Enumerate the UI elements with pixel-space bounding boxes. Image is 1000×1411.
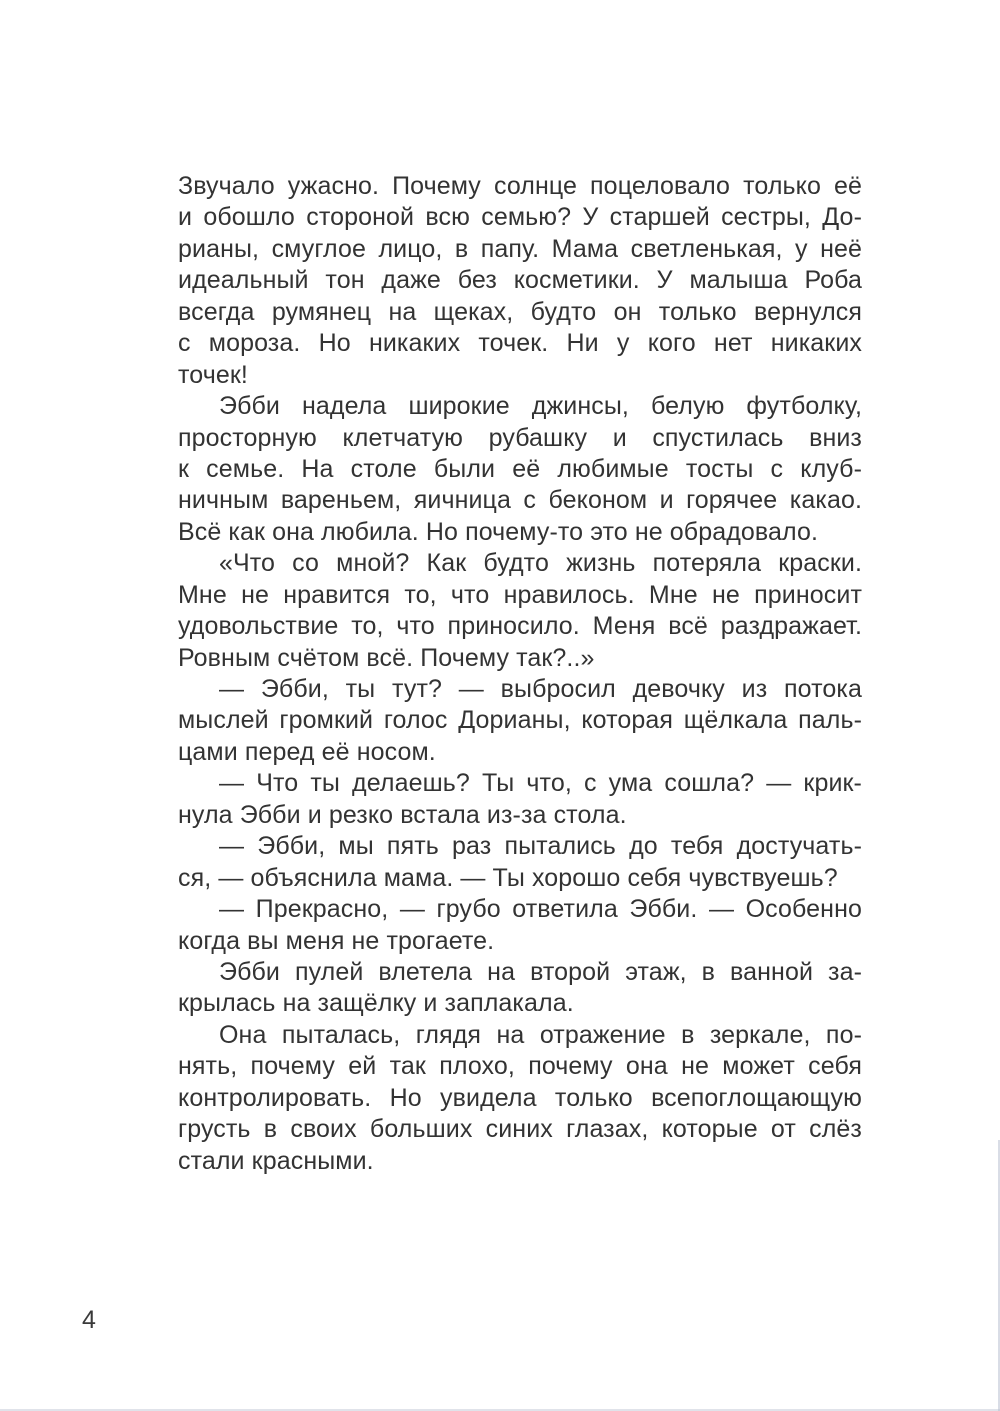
- text-line: Ровным счётом всё. Почему так?..»: [178, 643, 595, 672]
- paragraph: [178, 548, 862, 674]
- text-line: грусть в своих больших синих глазах, которые от слёз: [178, 1115, 862, 1144]
- text-line: просторную клетчатую рубашку и спустилась вниз: [178, 423, 862, 452]
- text-line: и обошло стороной всю семью? У старшей сестры, До-: [178, 203, 862, 232]
- paragraph: [178, 894, 862, 957]
- text-line: нула Эбби и резко встала из-за стола.: [178, 800, 627, 829]
- paragraph: [178, 674, 862, 768]
- text-line: контролировать. Но увидела только всепоглощающую: [178, 1083, 862, 1112]
- paragraph: [178, 768, 862, 831]
- text-line: идеальный тон даже без косметики. У малыша Роба: [178, 266, 862, 295]
- paragraph: [178, 831, 862, 894]
- page-number: 4: [82, 1306, 96, 1334]
- text-line: Звучало ужасно. Почему солнце поцеловало только её: [178, 172, 862, 200]
- paragraph: [178, 171, 862, 391]
- text-line: удовольствие то, что приносило. Меня всё раздражает.: [178, 612, 862, 641]
- text-line: цами перед её носом.: [178, 737, 436, 766]
- text-line: всегда румянец на щеках, будто он только вернулся: [178, 297, 862, 326]
- text-line: «Что со мной? Как будто жизнь потеряла краски.: [219, 549, 862, 578]
- text-line: ся, — объяснила мама. — Ты хорошо себя чувствуешь?: [178, 863, 838, 892]
- text-line: нять, почему ей так плохо, почему она не может себя: [178, 1052, 862, 1081]
- text-line: крылась на защёлку и заплакала.: [178, 989, 574, 1018]
- text-line: ничным вареньем, яичница с беконом и горячее какао.: [178, 486, 862, 515]
- text-line: рианы, смуглое лицо, в папу. Мама светленькая, у неё: [178, 234, 862, 263]
- text-line: точек!: [178, 360, 248, 389]
- text-line: с мороза. Но никаких точек. Ни у кого нет никаких: [178, 329, 862, 358]
- text-line: Она пыталась, глядя на отражение в зеркале, по-: [219, 1020, 862, 1049]
- text-line: Эбби пулей влетела на второй этаж, в ванной за-: [219, 957, 862, 986]
- text-line: стали красными.: [178, 1146, 374, 1175]
- text-line: Всё как она любила. Но почему-то это не обрадовало.: [178, 517, 819, 546]
- text-line: — Что ты делаешь? Ты что, с ума сошла? — крик-: [219, 769, 862, 798]
- paragraph: [178, 391, 862, 548]
- text-line: — Прекрасно, — грубо ответила Эбби. — Особенно: [219, 895, 862, 924]
- text-line: — Эбби, мы пять раз пытались до тебя достучать-: [219, 832, 862, 861]
- text-block: [178, 171, 862, 1177]
- text-line: к семье. На столе были её любимые тосты с клуб-: [178, 454, 862, 483]
- text-line: — Эбби, ты тут? — выбросил девочку из потока: [219, 675, 862, 703]
- text-line: Эбби надела широкие джинсы, белую футболку,: [219, 392, 862, 421]
- text-line: Мне не нравится то, что нравилось. Мне не приносит: [178, 580, 862, 609]
- text-line: когда вы меня не трогаете.: [178, 926, 495, 955]
- paragraph: [178, 1020, 862, 1177]
- text-line: мыслей громкий голос Дорианы, которая щёлкала паль-: [178, 706, 862, 735]
- paragraph: [178, 957, 862, 1020]
